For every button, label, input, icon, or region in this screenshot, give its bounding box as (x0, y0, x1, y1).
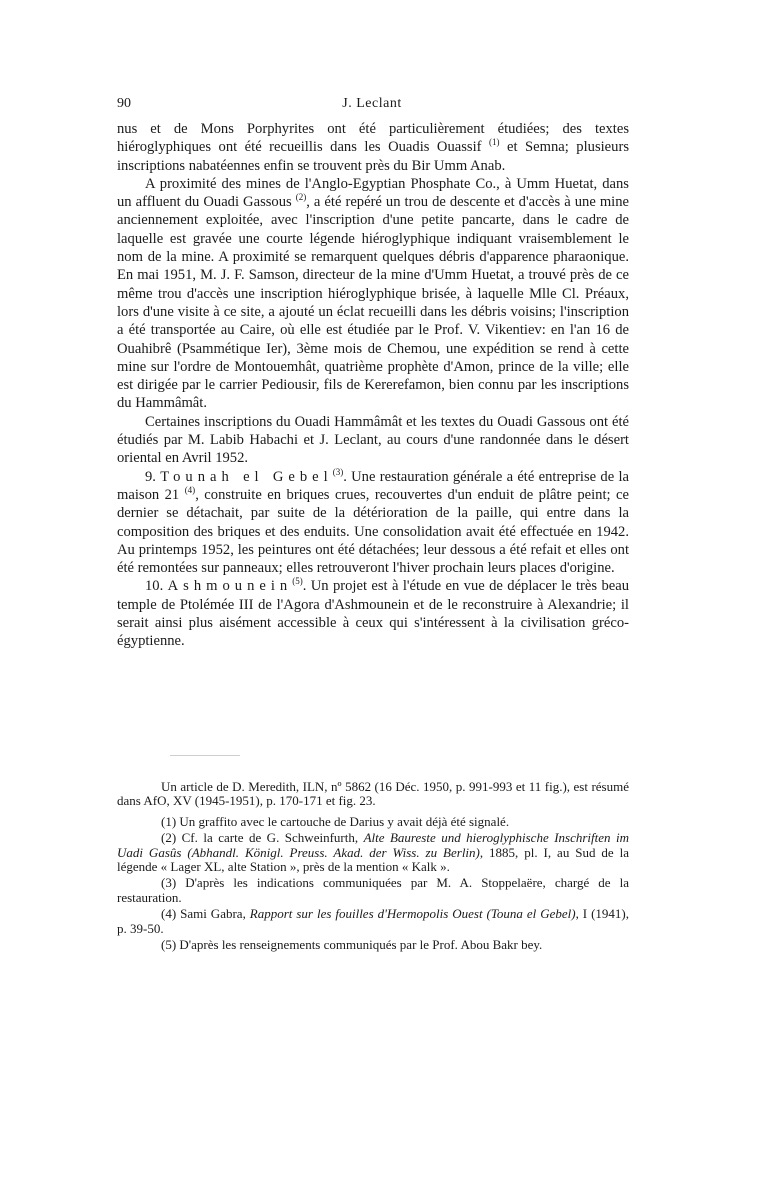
main-text (117, 120, 629, 651)
paragraph-umm-huetat (117, 175, 629, 413)
paragraph-text: nus et de Mons Porphyrites ont été particulièrement étudiées; des textes hiéroglyphiques ont été recueillis dans les Ouadis Ouassif (117, 121, 629, 156)
paragraph-mines (117, 120, 629, 175)
paragraph-text: . Un projet est à l'étude en vue de déplacer le très beau temple de Ptolémée III de l'Agora d'Ashmounein et de le reconstruire à Alexandrie; il serait ainsi plus aisément accessible à ceux qui s'intéressent à la civilisation gréco-égyptienne. (117, 578, 629, 650)
footnote-2 (117, 831, 629, 874)
section-number: 10. (145, 578, 164, 595)
footnote-3: (3) D'après les indications communiquées par M. A. Stoppelaëre, chargé de la restauration. (117, 875, 629, 905)
footnote-text: , I (1941), p. 39-50. (117, 906, 630, 936)
footnote-separator (170, 755, 240, 756)
footnote-ref: (1) (489, 137, 500, 148)
footnote-ref: (2) (295, 192, 307, 203)
footnote-title: Alte Baureste und hieroglyphische Inschriften im Uadi Gasûs (Abhandl. Königl. Preuss. Akad. der Wiss. zu Berlin) (117, 830, 629, 860)
section-heading: Ashmounein (167, 578, 293, 595)
footnote-ref: (3) (332, 466, 344, 477)
paragraph-text: , construite en briques crues, recouvertes d'un enduit de plâtre peint; ce dernier se détachait, par suite de la détérioration de la paille, qui entre dans la composition des briques et des enduits. Une consolidation avait été effectuée en 1942. Au printemps 1952, les peintures ont été détachées; leur dessous a été refait et elles ont été remontées sur panneaux; elles retrouveront l'hiver prochain leurs places d'origine. (117, 486, 629, 577)
footnote-text: (4) Sami Gabra, (161, 906, 250, 922)
paragraph-text: , a été repéré un trou de descente et d'accès à une mine anciennement exploitée, avec l'inscription d'une petite pancarte, dans le cadre de laquelle est gravée une courte légende hiéroglyphique indiquant vraisemblement le nom de la mine. A proximité se remarquent quelques débris d'apparence pharaonique. En mai 1951, M. J. F. Samson, directeur de la mine d'Umm Huetat, a trouvé près de ce même trou d'accès une inscription hiéroglyphique brisée, à laquelle Mlle Cl. Préaux, lors d'une visite à ce site, a ajouté un éclat recueilli dans les débris voisins; l'inscription a été transportée au Caire, où elle est étudiée par le Prof. V. Vikentiev: en l'an 16 de Ouahibrê (Psammétique Ier), 3ème mois de Chemou, une expédition se rend à cette mine sur l'ordre de Montouemhât, quatrième prophète d'Amon, prince de la ville; elle est dirigée par le carrier Pediousir, fils de Kererefamon, bien connu par les inscriptions du Hammâmât. (117, 194, 629, 412)
footnote-title: Rapport sur les fouilles d'Hermopolis Ouest (Touna el Gebel) (249, 906, 576, 922)
footnotes (117, 780, 629, 954)
paragraph-tounah (117, 468, 629, 578)
footnote-lead: Un article de D. Meredith, ILN, nº 5862 (16 Déc. 1950, p. 991-993 et 11 fig.), est résumé dans AfO, XV (1945-1951), p. 170-171 et fig. 23. (117, 779, 629, 809)
section-heading: Tounah el Gebel (160, 468, 333, 485)
running-title: J. Leclant (342, 96, 402, 111)
footnote-ref: (5) (292, 576, 303, 587)
paragraph-text: . Une restauration générale a été entreprise de la maison 21 (117, 468, 629, 503)
paragraph-text: A proximité des mines de l'Anglo-Egyptian Phosphate Co., à Umm Huetat, dans un affluent du Ouadi Gassous (117, 175, 629, 211)
footnote-1: (1) Un graffito avec le cartouche de Darius y avait déjà été signalé. (161, 813, 510, 829)
footnote-text: , 1885, pl. I, au Sud de la légende « Lager XL, alte Station », près de la mention « Kalk ». (117, 844, 630, 875)
paragraph-text: et Semna; plusieurs inscriptions nabatéennes enfin se trouvent près du Bir Umm Anab. (117, 139, 629, 174)
page-header (117, 96, 627, 116)
footnote-ref: (4) (184, 485, 196, 496)
section-number: 9. (145, 468, 156, 485)
page-number: 90 (117, 96, 131, 111)
footnote-4 (117, 907, 629, 936)
footnote-5: (5) D'après les renseignements communiqués par le Prof. Abou Bakr bey. (161, 937, 543, 953)
paragraph-hammamat: Certaines inscriptions du Ouadi Hammâmât et les textes du Ouadi Gassous ont été étudiés par M. Labib Habachi et J. Leclant, au cours d'une randonnée dans le désert oriental en Avril 1952. (117, 413, 629, 467)
footnote-text: (2) Cf. la carte de G. Schweinfurth, (161, 830, 364, 846)
paragraph-ashmounein (117, 577, 629, 650)
